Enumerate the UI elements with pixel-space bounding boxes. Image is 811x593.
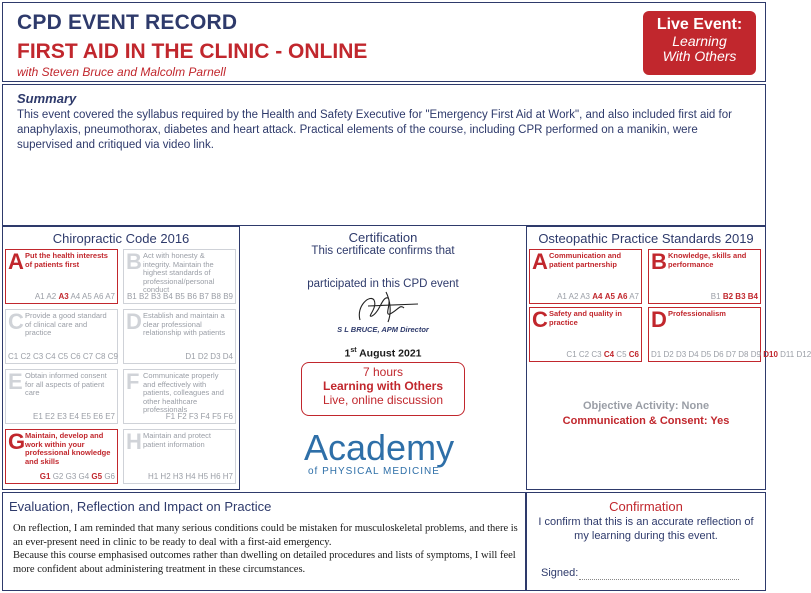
code-a3: A3 — [58, 292, 69, 301]
standard-letter: G — [8, 429, 26, 454]
code-f5: F5 — [212, 412, 222, 421]
confirmation-text: I confirm that this is an accurate reflection of my learning during this event. — [538, 516, 754, 542]
standard-description: Obtain informed consent for all aspects of patient care — [25, 371, 107, 397]
objective-activity: Objective Activity: None — [582, 400, 710, 412]
standard-codes — [126, 352, 233, 361]
code-g4: G4 — [78, 472, 90, 481]
signer-name: S L BRUCE, APM Director — [337, 325, 429, 334]
code-d5: D5 — [700, 350, 712, 359]
code-h2: H2 — [160, 472, 171, 481]
standard-letter: H — [126, 429, 142, 454]
standard-codes — [126, 412, 233, 421]
learning-mode: Live, online discussion — [322, 393, 444, 407]
code-d6: D6 — [713, 350, 724, 359]
code-f1: F1 — [165, 412, 176, 421]
code-a7: A7 — [629, 292, 639, 301]
code-b2: B2 — [138, 292, 149, 301]
chiro-standard-e — [5, 369, 118, 424]
standard-codes — [532, 292, 639, 301]
hours-box — [301, 362, 465, 416]
code-g1: G1 — [39, 472, 51, 481]
code-c3: C3 — [32, 352, 44, 361]
code-h5: H5 — [197, 472, 209, 481]
standard-description: Provide a good standard of clinical care and practice — [25, 311, 107, 337]
code-b3: B3 — [735, 292, 746, 301]
certification-section — [240, 226, 526, 490]
chiro-heading: Chiropractic Code 2016 — [52, 231, 190, 246]
code-e3: E3 — [57, 412, 67, 421]
code-e7: E7 — [105, 412, 115, 421]
standard-description: Act with honesty & integrity. Maintain the highest standards of professional/personal conduct — [143, 251, 215, 294]
standard-letter: A — [8, 249, 24, 274]
code-d8: D8 — [738, 350, 749, 359]
code-b1: B1 — [710, 292, 721, 301]
logo-word: Academy — [304, 427, 455, 468]
code-e4: E4 — [69, 412, 79, 421]
code-c6: C6 — [70, 352, 81, 361]
learning-type: Learning with Others — [322, 379, 443, 393]
code-b3: B3 — [151, 292, 161, 301]
code-c2: C2 — [578, 350, 590, 359]
code-e6: E6 — [93, 412, 103, 421]
standard-letter: C — [532, 307, 548, 332]
standard-codes — [126, 472, 233, 481]
standard-description: Communicate properly and effectively with patients, colleagues and other healthcare professionals — [143, 371, 224, 414]
code-b8: B8 — [211, 292, 221, 301]
standard-codes — [8, 472, 115, 481]
code-d10: D10 — [763, 350, 778, 359]
code-a5: A5 — [82, 292, 92, 301]
badge-line-2: Learning — [672, 33, 727, 49]
code-b4: B4 — [163, 292, 173, 301]
chiro-standard-h — [123, 429, 236, 484]
code-e5: E5 — [81, 412, 91, 421]
code-d7: D7 — [725, 350, 737, 359]
signature-icon — [330, 286, 440, 326]
communication-consent: Communication & Consent: Yes — [562, 415, 730, 427]
standard-codes — [651, 292, 758, 301]
code-g3: G3 — [65, 472, 77, 481]
code-b4: B4 — [747, 292, 758, 301]
code-c9: C9 — [107, 352, 118, 361]
standard-description: Knowledge, skills and performance — [668, 251, 747, 269]
code-d3: D3 — [210, 352, 221, 361]
standard-letter: C — [8, 309, 24, 334]
chiro-standard-d — [123, 309, 236, 364]
code-a4: A4 — [70, 292, 81, 301]
signature-line[interactable] — [579, 579, 739, 580]
summary-heading: Summary — [17, 91, 77, 106]
hours-value: 7 hours — [362, 365, 404, 379]
standard-description: Put the health interests of patients first — [25, 251, 108, 269]
code-d11: D11 — [780, 350, 795, 359]
code-b2: B2 — [722, 292, 734, 301]
date-day: 1 — [344, 347, 351, 360]
code-a4: A4 — [592, 292, 603, 301]
chiro-standard-c — [5, 309, 118, 364]
header — [2, 2, 766, 82]
code-g5: G5 — [91, 472, 103, 481]
code-e1: E1 — [33, 412, 43, 421]
badge-line-1: Live Event: — [656, 16, 743, 33]
chiro-standard-g — [5, 429, 118, 484]
standard-letter: D — [651, 307, 667, 332]
code-c1: C1 — [566, 350, 577, 359]
logo-sub: of PHYSICAL MEDICINE — [308, 466, 440, 477]
code-f2: F2 — [177, 412, 187, 421]
code-b1: B1 — [126, 292, 137, 301]
code-c7: C7 — [82, 352, 94, 361]
code-c3: C3 — [591, 350, 602, 359]
standard-description: Professionalism — [668, 309, 726, 318]
code-d12: D12 — [796, 350, 811, 359]
evaluation-heading: Evaluation, Reflection and Impact on Practice — [9, 499, 272, 514]
code-h7: H7 — [222, 472, 233, 481]
presenters: with Steven Bruce and Malcolm Parnell — [17, 65, 226, 79]
signed-label: Signed: — [541, 567, 579, 579]
chiropractic-code-section — [2, 226, 240, 490]
code-c6: C6 — [628, 350, 639, 359]
code-d4: D4 — [688, 350, 699, 359]
standard-codes — [8, 292, 115, 301]
code-c8: C8 — [95, 352, 106, 361]
standard-description: Safety and quality in practice — [549, 309, 622, 327]
evaluation-para-2: Because this course emphasised outcomes rather than dwelling on detailed procedures and lists of symptoms, I will feel more confident about administering treatment in these circumstances. — [13, 550, 516, 575]
code-a7: A7 — [105, 292, 115, 301]
summary-text: This event covered the syllabus required by the Health and Safety Executive for "Emergency First Aid at Work", and also included first aid for anaphylaxis, pneumothorax, diabetes and heart attack. Practical elements of the course, including CPR performed on a manikin, were supervised and critiqued via video link. — [17, 109, 732, 151]
chiro-standard-f — [123, 369, 236, 424]
code-f4: F4 — [200, 412, 210, 421]
date-suffix: st — [350, 347, 357, 354]
code-c1: C1 — [8, 352, 19, 361]
standard-description: Communication and patient partnership — [549, 251, 622, 269]
code-c4: C4 — [45, 352, 56, 361]
confirmation-heading: Confirmation — [609, 499, 683, 514]
cert-statement: This certificate confirms that — [311, 245, 455, 257]
evaluation-section — [2, 492, 526, 591]
code-a1: A1 — [557, 292, 567, 301]
code-d2: D2 — [197, 352, 209, 361]
code-g2: G2 — [52, 472, 64, 481]
code-h3: H3 — [172, 472, 184, 481]
chiro-standard-b — [123, 249, 236, 304]
record-label: CPD EVENT RECORD — [17, 11, 238, 34]
event-date — [240, 347, 526, 360]
chiro-standard-a — [5, 249, 118, 304]
code-c5: C5 — [616, 350, 627, 359]
code-a2: A2 — [46, 292, 57, 301]
standard-description: Maintain, develop and work within your professional knowledge and skills — [25, 431, 111, 466]
code-f6: F6 — [223, 412, 233, 421]
code-a6: A6 — [617, 292, 628, 301]
standard-description: Establish and maintain a clear professional relationship with patients — [143, 311, 226, 337]
code-f3: F3 — [188, 412, 199, 421]
code-h4: H4 — [185, 472, 196, 481]
standard-codes — [8, 352, 118, 361]
osteopathic-standards-section — [526, 226, 811, 490]
code-a2: A2 — [568, 292, 579, 301]
standard-description: Maintain and protect patient information — [143, 431, 211, 449]
code-e2: E2 — [45, 412, 55, 421]
standard-letter: B — [651, 249, 667, 274]
standard-letter: D — [126, 309, 142, 334]
standard-codes — [8, 412, 115, 421]
code-d4: D4 — [222, 352, 233, 361]
code-b7: B7 — [199, 292, 209, 301]
code-b9: B9 — [223, 292, 233, 301]
osteo-standard-a — [529, 249, 642, 304]
standard-letter: F — [126, 369, 140, 394]
standard-codes — [126, 292, 233, 301]
code-g6: G6 — [104, 472, 115, 481]
confirmation-section — [526, 492, 766, 591]
academy-logo — [304, 424, 474, 478]
code-d2: D2 — [663, 350, 674, 359]
standard-codes — [651, 350, 811, 359]
summary-section — [2, 84, 766, 226]
standard-letter: E — [8, 369, 23, 394]
cert-heading: Certification — [348, 230, 418, 245]
osteo-standard-d — [648, 307, 811, 362]
code-c5: C5 — [57, 352, 69, 361]
osteo-standard-b — [648, 249, 761, 304]
osteo-standard-c — [529, 307, 642, 362]
code-b5: B5 — [175, 292, 185, 301]
code-d1: D1 — [185, 352, 196, 361]
code-c4: C4 — [603, 350, 615, 359]
evaluation-text — [13, 522, 518, 576]
evaluation-para-1: On reflection, I am reminded that many serious conditions could be mistaken for musculoskeletal problems, and there is an ever-present need in clinic to be ready to deal with a first-aid emergency. — [13, 523, 518, 548]
code-d1: D1 — [651, 350, 662, 359]
badge-line-3: With Others — [662, 48, 737, 64]
code-a1: A1 — [34, 292, 45, 301]
code-b6: B6 — [187, 292, 197, 301]
date-rest: August 2021 — [356, 347, 422, 360]
code-d3: D3 — [675, 350, 687, 359]
osteo-heading: Osteopathic Practice Standards 2019 — [538, 231, 754, 246]
code-h6: H6 — [210, 472, 221, 481]
code-d9: D9 — [750, 350, 761, 359]
standard-codes — [532, 350, 639, 359]
standard-letter: B — [126, 249, 142, 274]
code-a5: A5 — [604, 292, 615, 301]
cert-participated: participated in this CPD event — [307, 278, 459, 290]
code-h1: H1 — [147, 472, 159, 481]
code-a6: A6 — [93, 292, 104, 301]
code-c2: C2 — [20, 352, 31, 361]
event-title: FIRST AID IN THE CLINIC - ONLINE — [17, 40, 368, 63]
live-event-badge — [643, 11, 756, 75]
code-a3: A3 — [580, 292, 591, 301]
standard-letter: A — [532, 249, 548, 274]
